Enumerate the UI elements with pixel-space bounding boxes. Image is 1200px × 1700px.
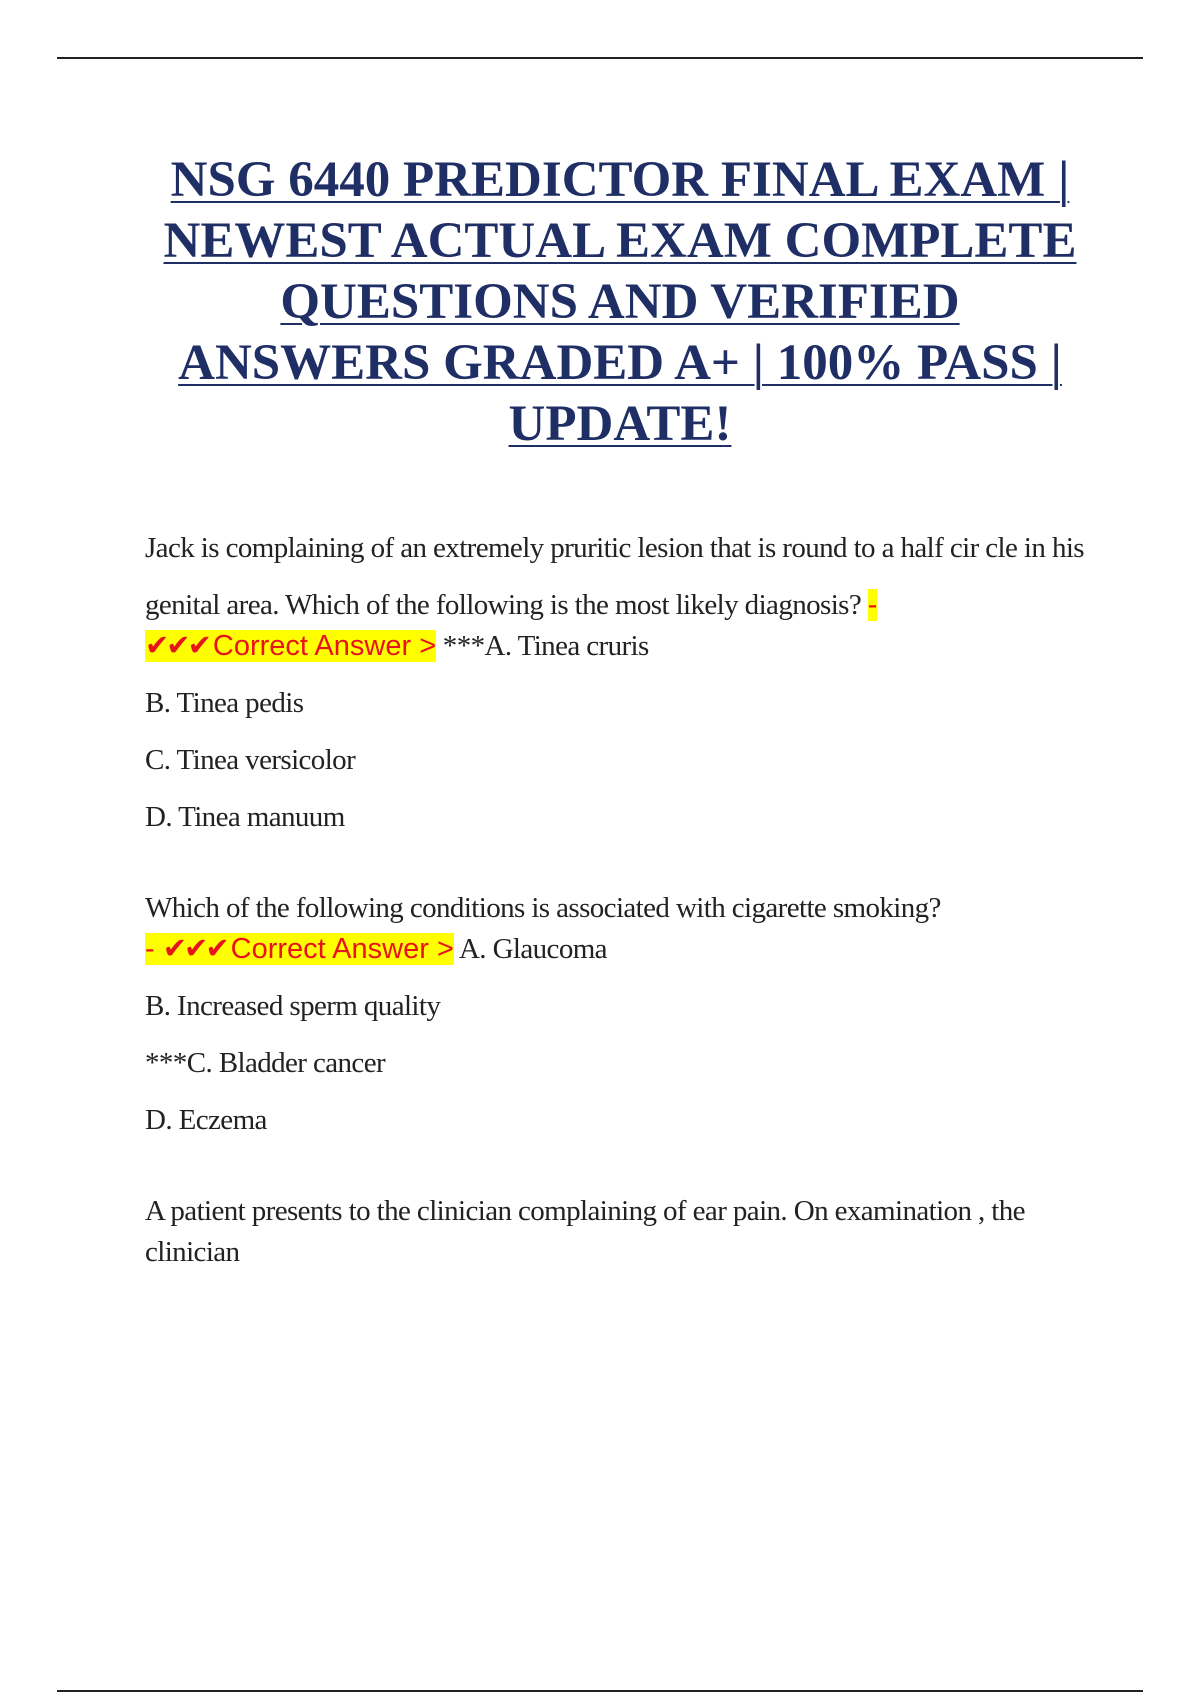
question-2-option-c: ***C. Bladder cancer [145,1047,386,1079]
checkmark-icon: ✔✔✔ [162,933,227,965]
question-1 [145,528,1090,838]
checkmark-icon: ✔✔✔ [145,630,209,662]
title-line-5: UPDATE! [508,396,732,452]
question-1-option-c: C. Tinea versicolor [145,744,356,776]
question-3-stem: A patient presents to the clinician complaining of ear pain. On examination , the clinician [145,1195,1025,1268]
document-title [130,150,1110,455]
title-line-4: ANSWERS GRADED A+ | 100% PASS | [178,335,1062,391]
title-line-3: QUESTIONS AND VERIFIED [280,274,960,330]
title-line-1: NSG 6440 PREDICTOR FINAL EXAM | [170,152,1070,208]
question-2 [145,888,1090,1141]
question-2-answer-highlight [145,933,454,965]
question-2-correct-label: Correct Answer > [230,933,454,965]
question-2-stem [145,888,1090,970]
bottom-divider [57,1690,1143,1692]
question-1-option-a: ***A. Tinea cruris [442,630,649,662]
question-2-option-d: D. Eczema [145,1104,267,1136]
questions-content [145,528,1090,1323]
question-3 [145,1191,1090,1273]
question-1-correct-label: Correct Answer > [212,630,437,662]
question-1-stem-text: genital area. Which of the following is the most likely diagnosis? [145,589,862,621]
question-2-option-b: B. Increased sperm quality [145,990,441,1022]
question-1-dash: - [867,589,878,621]
question-2-stem-text: Which of the following conditions is associated with cigarette smoking? [145,892,941,924]
top-divider [57,57,1143,59]
question-1-option-d: D. Tinea manuum [145,801,345,833]
question-1-stem-line-2 [145,585,1090,667]
question-1-option-b: B. Tinea pedis [145,687,304,719]
question-2-dash: - [145,933,155,965]
title-line-2: NEWEST ACTUAL EXAM COMPLETE [163,213,1077,269]
question-1-stem-line-1: Jack is complaining of an extremely pruritic lesion that is round to a half cir cle in his [145,532,1084,564]
question-2-option-a: A. Glaucoma [458,933,607,965]
